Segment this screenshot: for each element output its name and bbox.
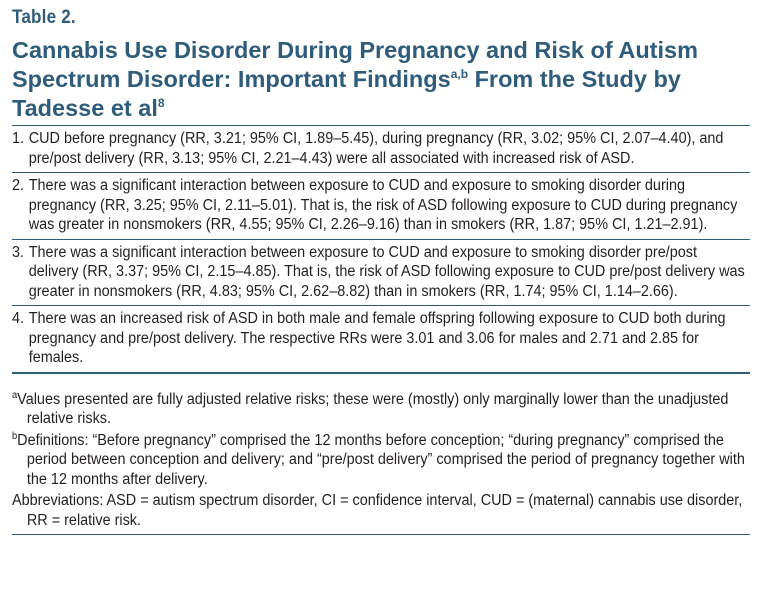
title-line-2-text: Spectrum Disorder: Important Findings bbox=[12, 66, 451, 92]
footnote-b bbox=[12, 431, 761, 490]
table-title bbox=[12, 36, 750, 123]
table-label: Table 2. bbox=[12, 7, 76, 28]
finding-row bbox=[12, 173, 746, 239]
finding-row bbox=[12, 126, 746, 172]
footnote-b-marker: b bbox=[12, 430, 18, 442]
finding-row bbox=[12, 240, 746, 306]
title-reference-marker: 8 bbox=[157, 96, 165, 110]
finding-row bbox=[12, 306, 746, 372]
finding-text: There was a significant interaction between exposure to CUD and exposure to smoking disorder during pregnancy (RR, 3.25; 95% CI, 2.11–5.01). That is, the risk of ASD following exposure to CUD during pregnancy was greater in nonsmokers (RR, 4.55; 95% CI, 2.26–9.16) than in smokers (RR, 1.87; 95% CI, 1.21–2.91). bbox=[28, 177, 738, 233]
finding-number: 4. bbox=[12, 310, 25, 327]
abbreviations-note: Abbreviations: ASD = autism spectrum disorder, CI = confidence interval, CUD = (maternal) cannabis use disorder, RR = relative risk. bbox=[12, 492, 743, 529]
footer-rule bbox=[12, 534, 750, 535]
footnote-a bbox=[12, 390, 761, 429]
title-footnote-marker: a,b bbox=[450, 67, 469, 81]
footnote-b-text: Definitions: “Before pregnancy” comprised the 12 months before conception; “during pregnancy” comprised the period between conception and delivery; and “pre/post delivery” comprised the period of pregnancy together with the 12 months after delivery. bbox=[17, 431, 745, 488]
finding-text: CUD before pregnancy (RR, 3.21; 95% CI, 1.89–5.45), during pregnancy (RR, 3.02; 95% CI, 2.07–4.40), and pre/post delivery (RR, 3.13; 95% CI, 2.21–4.43) were all associated with increased risk of ASD. bbox=[28, 130, 724, 167]
title-line-1: Cannabis Use Disorder During Pregnancy and Risk of Autism bbox=[12, 37, 698, 63]
footnote-a-marker: a bbox=[12, 389, 18, 401]
title-line-2 bbox=[12, 65, 750, 94]
title-line-3-text: Tadesse et al bbox=[12, 95, 158, 121]
title-line-3 bbox=[12, 94, 750, 123]
finding-text: There was an increased risk of ASD in both male and female offspring following exposure to CUD both during pregnancy and pre/post delivery. The respective RRs were 3.01 and 3.06 for males and 2.71 and 2.85 for females. bbox=[28, 310, 726, 366]
footnote-a-text: Values presented are fully adjusted relative risks; these were (mostly) only marginally lower than the unadjusted relative risks. bbox=[17, 390, 729, 427]
title-line-2-tail: From the Study by bbox=[468, 66, 681, 92]
finding-number: 1. bbox=[12, 130, 25, 147]
finding-text: There was a significant interaction between exposure to CUD and exposure to smoking disorder pre/post delivery (RR, 3.37; 95% CI, 2.15–4.85). That is, the risk of ASD following exposure to CUD pre/post delivery was greater in nonsmokers (RR, 4.83; 95% CI, 2.62–8.82) than in smokers (RR, 1.74; 95% CI, 1.14–2.66). bbox=[28, 243, 745, 300]
finding-number: 2. bbox=[12, 177, 25, 194]
table-footnotes bbox=[12, 374, 750, 531]
finding-number: 3. bbox=[12, 243, 25, 261]
